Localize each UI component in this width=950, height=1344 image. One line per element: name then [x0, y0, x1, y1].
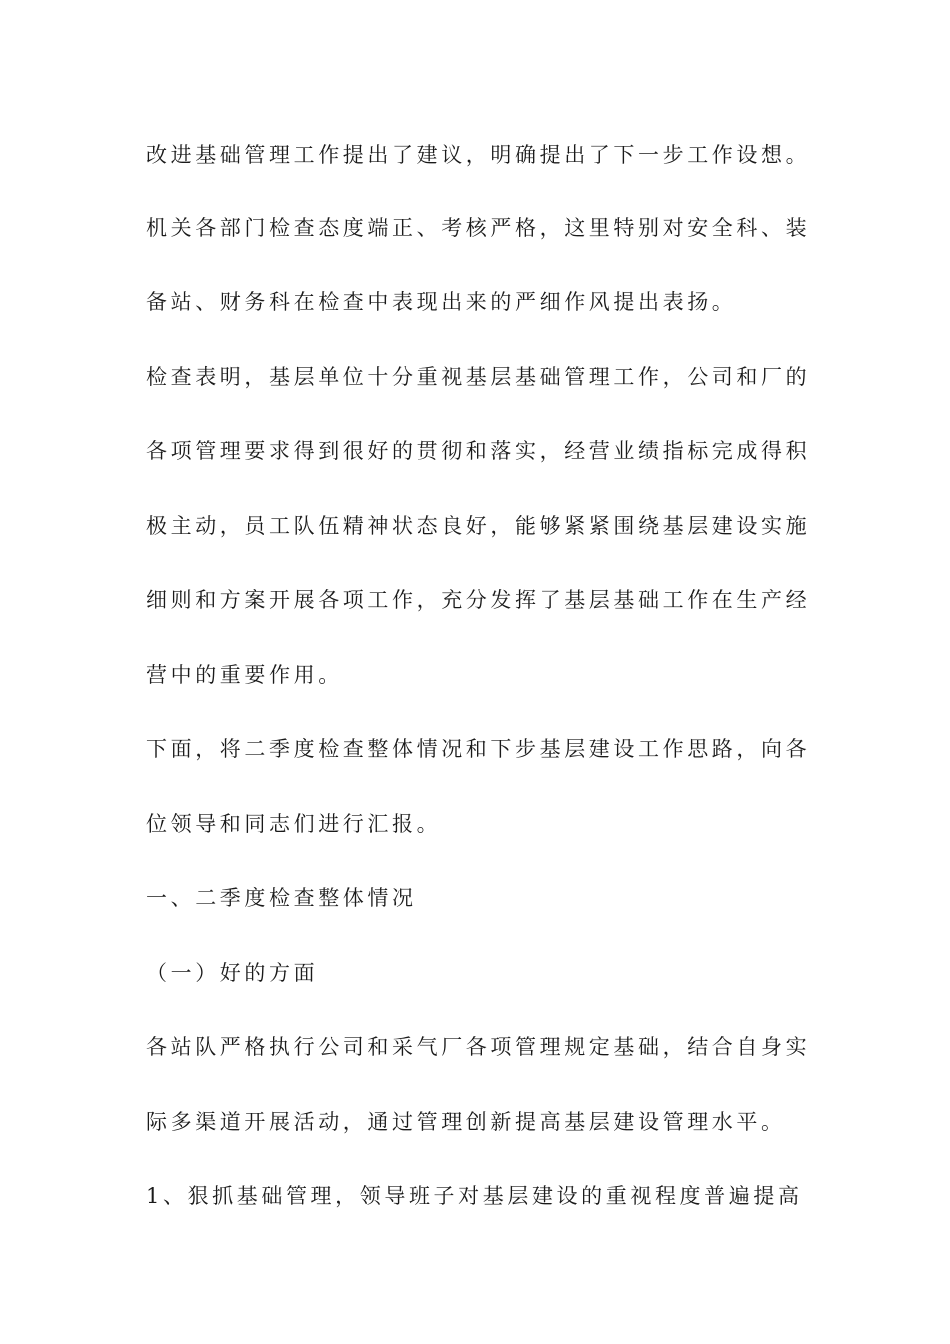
body-text-line: 改进基础管理工作提出了建议，明确提出了下一步工作设想。	[146, 143, 811, 167]
numbered-item: 1、狠抓基础管理，领导班子对基层建设的重视程度普遍提高	[146, 1184, 803, 1208]
body-text-line: 备站、财务科在检查中表现出来的严细作风提出表扬。	[146, 290, 737, 314]
body-text-line: 下面，将二季度检查整体情况和下步基层建设工作思路，向各	[146, 737, 811, 761]
body-text-line: 位领导和同志们进行汇报。	[146, 812, 442, 836]
body-text-line: 机关各部门检查态度端正、考核严格，这里特别对安全科、装	[146, 216, 811, 240]
body-text-line: 际多渠道开展活动，通过管理创新提高基层建设管理水平。	[146, 1110, 786, 1134]
section-heading: 一、二季度检查整体情况	[146, 886, 417, 910]
body-text-line: 各项管理要求得到很好的贯彻和落实，经营业绩指标完成得积	[146, 439, 811, 463]
body-text-line: 极主动，员工队伍精神状态良好，能够紧紧围绕基层建设实施	[146, 514, 811, 538]
body-text-line: 各站队严格执行公司和采气厂各项管理规定基础，结合自身实	[146, 1035, 811, 1059]
subsection-heading: （一）好的方面	[146, 961, 319, 985]
body-text-line: 检查表明，基层单位十分重视基层基础管理工作，公司和厂的	[146, 365, 811, 389]
body-text-line: 细则和方案开展各项工作，充分发挥了基层基础工作在生产经	[146, 588, 811, 612]
body-text-line: 营中的重要作用。	[146, 663, 343, 687]
